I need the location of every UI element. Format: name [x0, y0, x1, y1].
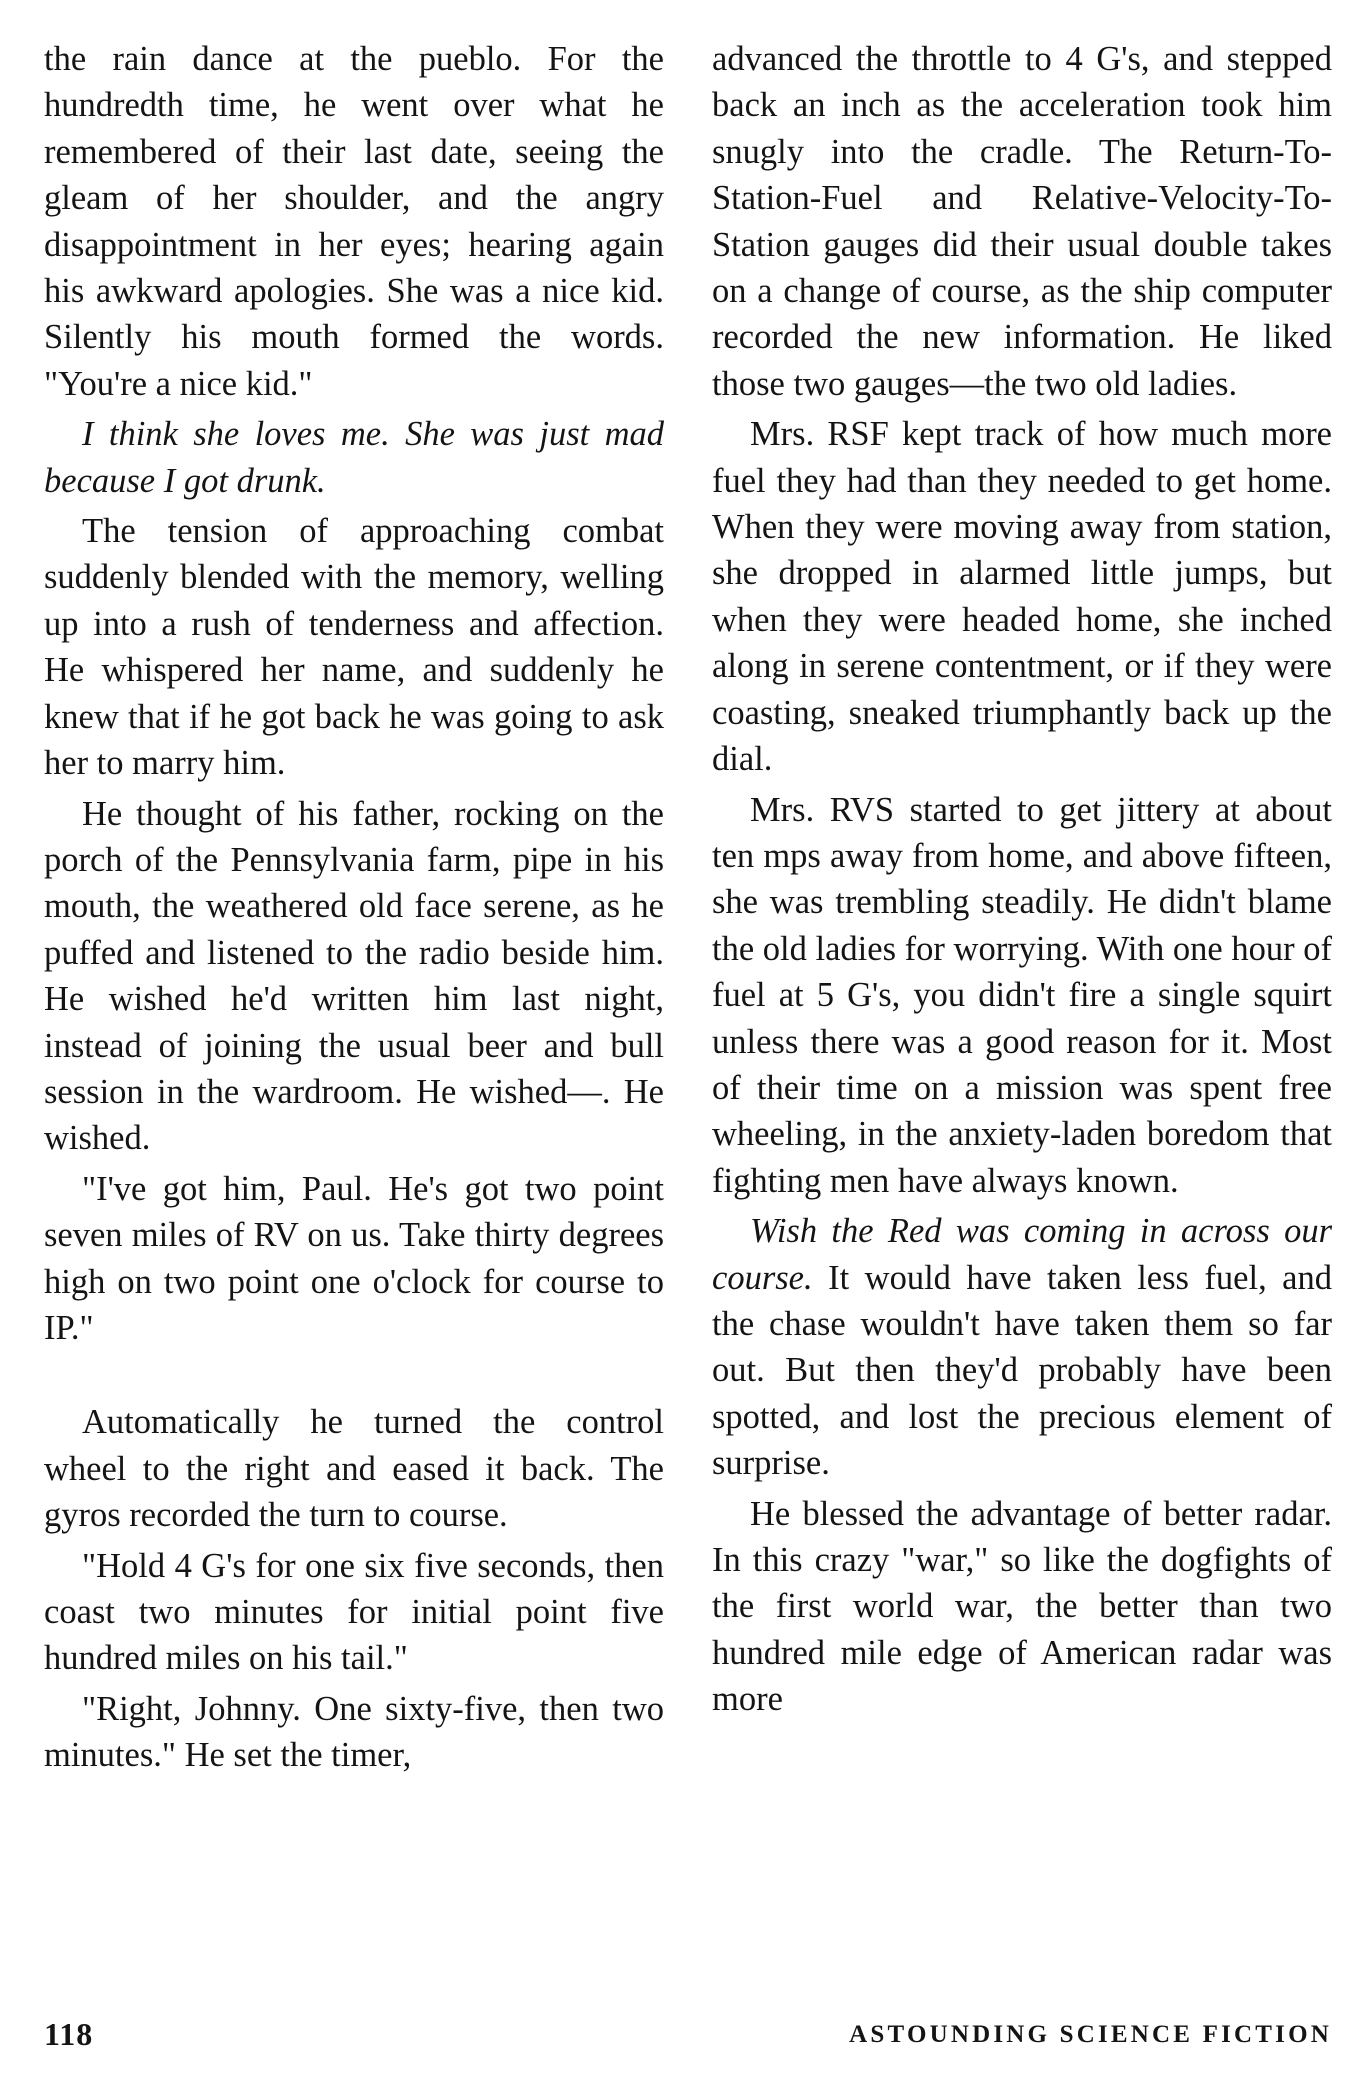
left-column [44, 36, 664, 1783]
paragraph-inner-thought: I think she loves me. She was just mad because I got drunk. [44, 415, 664, 500]
page-number: 118 [44, 2016, 94, 2052]
running-footer-title: ASTOUNDING SCIENCE FICTION [849, 2021, 1332, 2048]
paragraph-father: He thought of his father, rocking on the porch of the Pennsylvania farm, pipe in his mouth, the weathered old face serene, as he puffed and listened to the radio beside him. He wished he'd written him last night, instead of joining the usual beer and bull session in the wardroom. He wished—. He wished. [44, 794, 664, 1158]
right-column [712, 36, 1332, 1727]
paragraph-control-wheel: Automatically he turned the control wheel to the right and eased it back. The gyros recorded the turn to course. [44, 1403, 664, 1535]
paragraph-got-him: "I've got him, Paul. He's got two point seven miles of RV on us. Take thirty degrees high on two point one o'clock for course to IP." [44, 1169, 664, 1347]
paragraph-throttle: advanced the throttle to 4 G's, and stepped back an inch as the acceleration took him snugly into the cradle. The Return-To-Station-Fuel and Relative-Velocity-To-Station gauges did their usual double takes on a change of course, as the ship computer recorded the new information. He liked those two gauges—the two old ladies. [712, 40, 1332, 403]
paragraph-right-johnny: "Right, Johnny. One sixty-five, then two minutes." He set the timer, [44, 1689, 664, 1775]
paragraph-tension: The tension of approaching combat suddenly blended with the memory, welling up into a rush of tenderness and affection. He whispered her name, and suddenly he knew that if he got back he was going to ask her to marry him. [44, 512, 664, 783]
paragraph-wish-the-red-rest: It would have taken less fuel, and the chase wouldn't have taken them so far out. But then they'd probably have been spotted, and lost the precious element of surprise. [712, 1258, 1332, 1483]
paragraph-mrs-rvs: Mrs. RVS started to get jittery at about ten mps away from home, and above fifteen, she was trembling steadily. He didn't blame the old ladies for worrying. With one hour of fuel at 5 G's, you didn't fire a single squirt unless there was a good reason for it. Most of their time on a mission was spent free wheeling, in the anxiety-laden boredom that fighting men have always known. [712, 790, 1332, 1200]
paragraph-hold-4g: "Hold 4 G's for one six five seconds, then coast two minutes for initial point five hundred miles on his tail." [44, 1546, 664, 1678]
paragraph-mrs-rsf: Mrs. RSF kept track of how much more fuel they had than they needed to get home. When they were moving away from station, she dropped in alarmed little jumps, but when they were headed home, she inched along in serene contentment, or if they were coasting, sneaked triumphantly back up the dial. [712, 415, 1332, 779]
paragraph-rain-dance: the rain dance at the pueblo. For the hundredth time, he went over what he remembered of their last date, seeing the gleam of her shoulder, and the angry disappointment in her eyes; hearing again his awkward apologies. She was a nice kid. Silently his mouth formed the words. "You're a nice kid." [44, 40, 664, 403]
italic-thought: Wish the Red was coming in across our course. [712, 1212, 1332, 1297]
paragraph-wish-the-red [712, 1208, 1332, 1486]
paragraph-radar: He blessed the advantage of better radar. In this crazy "war," so like the dogfights of the first world war, the better than two hundred mile edge of American radar was more [712, 1494, 1332, 1719]
